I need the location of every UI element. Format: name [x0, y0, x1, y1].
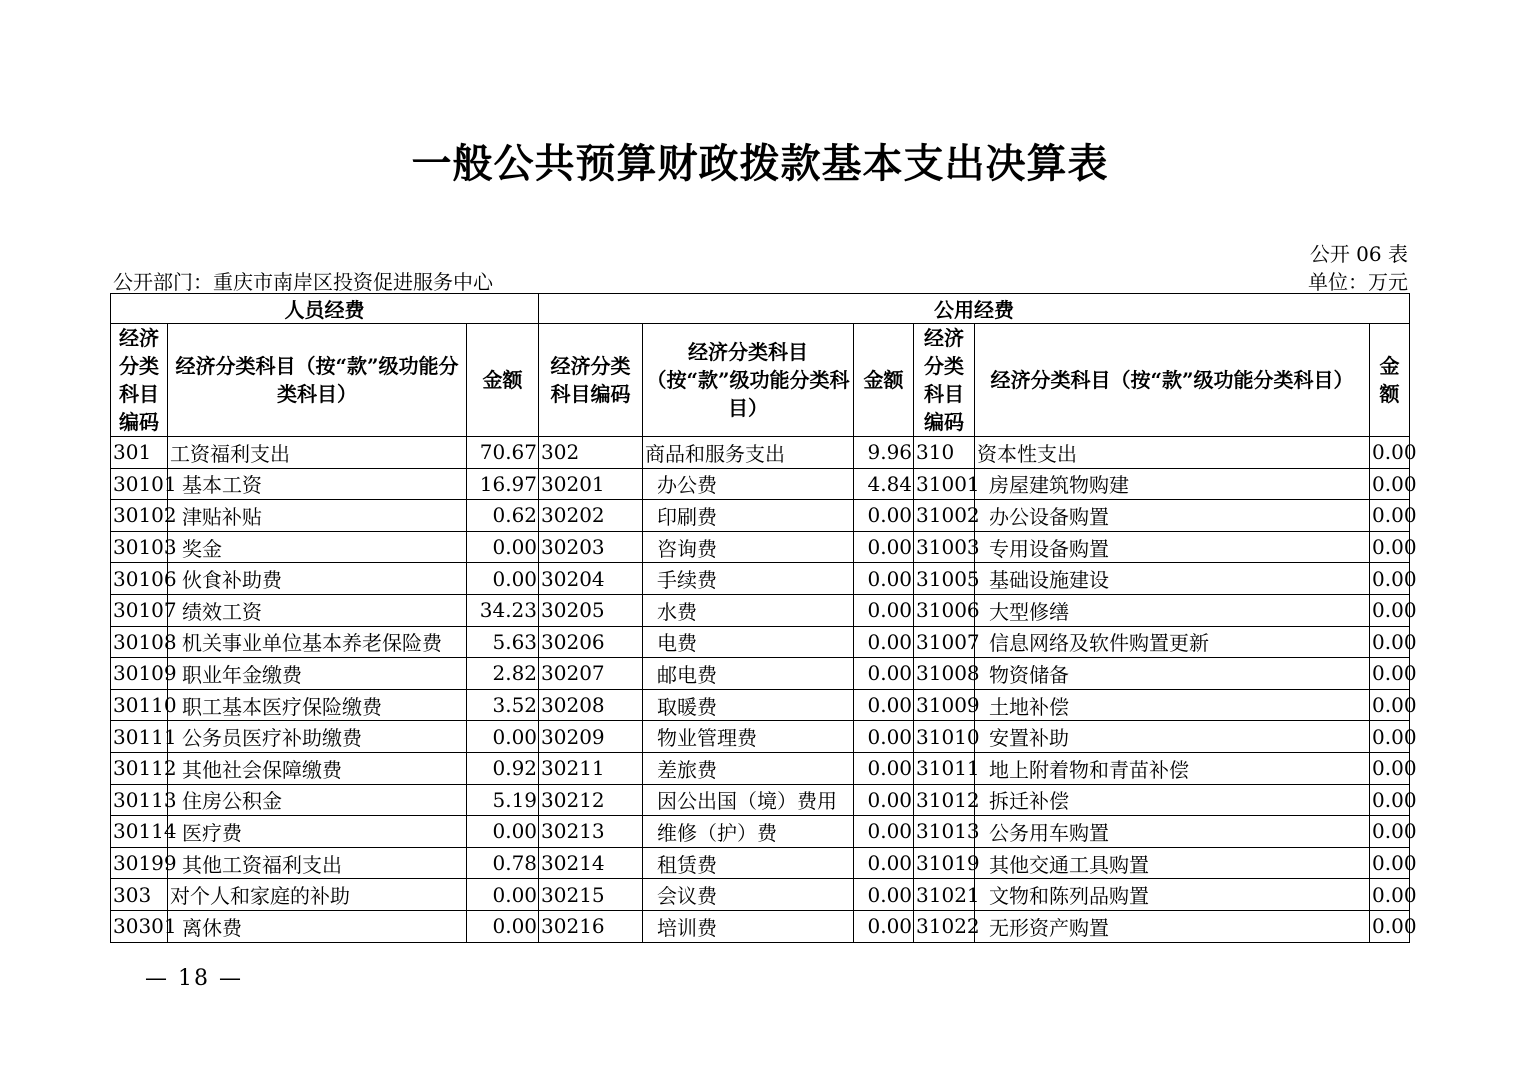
amount-cell: 0.00	[854, 689, 914, 721]
amount-cell: 0.00	[854, 658, 914, 690]
header-name-2: 经济分类科目（按“款”级功能分类科目）	[643, 324, 854, 437]
amount-cell: 0.00	[854, 752, 914, 784]
header-code-2: 经济分类科目编码	[539, 324, 643, 437]
name-cell: 资本性支出	[975, 437, 1370, 469]
amount-cell: 0.62	[467, 500, 539, 532]
name-cell: 办公设备购置	[975, 500, 1370, 532]
name-cell: 基础设施建设	[975, 563, 1370, 595]
name-cell: 工资福利支出	[168, 437, 467, 469]
amount-cell: 0.00	[854, 721, 914, 753]
amount-cell: 0.00	[1370, 784, 1410, 816]
code-cell: 31011	[914, 752, 975, 784]
name-cell: 租赁费	[643, 847, 854, 879]
code-cell: 31009	[914, 689, 975, 721]
name-cell: 文物和陈列品购置	[975, 879, 1370, 911]
code-cell: 31021	[914, 879, 975, 911]
name-cell: 拆迁补偿	[975, 784, 1370, 816]
amount-cell: 0.00	[467, 879, 539, 911]
header-code-1: 经济分类科目编码	[111, 324, 168, 437]
table-row	[111, 847, 1410, 879]
name-cell: 伙食补助费	[168, 563, 467, 595]
code-cell: 30111	[111, 721, 168, 753]
amount-cell: 0.00	[1370, 531, 1410, 563]
code-cell: 30108	[111, 626, 168, 658]
form-number: 公开 06 表	[1309, 242, 1408, 266]
code-cell: 31022	[914, 910, 975, 942]
code-cell: 31010	[914, 721, 975, 753]
name-cell: 咨询费	[643, 531, 854, 563]
department-label: 公开部门：重庆市南岸区投资促进服务中心	[113, 270, 493, 294]
name-cell: 办公费	[643, 468, 854, 500]
code-cell: 30207	[539, 658, 643, 690]
amount-cell: 0.00	[1370, 658, 1410, 690]
name-cell: 电费	[643, 626, 854, 658]
header-name-3: 经济分类科目（按“款”级功能分类科目）	[975, 324, 1370, 437]
table-row	[111, 658, 1410, 690]
header-name-1: 经济分类科目（按“款”级功能分类科目）	[168, 324, 467, 437]
name-cell: 公务用车购置	[975, 816, 1370, 848]
code-cell: 31007	[914, 626, 975, 658]
name-cell: 取暖费	[643, 689, 854, 721]
name-cell: 印刷费	[643, 500, 854, 532]
amount-cell: 0.00	[467, 531, 539, 563]
amount-cell: 0.00	[854, 563, 914, 595]
code-cell: 30110	[111, 689, 168, 721]
name-cell: 物资储备	[975, 658, 1370, 690]
amount-cell: 0.00	[1370, 563, 1410, 595]
name-cell: 机关事业单位基本养老保险费	[168, 626, 467, 658]
name-cell: 大型修缮	[975, 594, 1370, 626]
amount-cell: 5.19	[467, 784, 539, 816]
name-cell: 安置补助	[975, 721, 1370, 753]
table-row	[111, 752, 1410, 784]
table-row	[111, 468, 1410, 500]
amount-cell: 0.00	[467, 563, 539, 595]
header-amount-3: 金额	[1370, 324, 1410, 437]
code-cell: 31008	[914, 658, 975, 690]
code-cell: 301	[111, 437, 168, 469]
amount-cell: 0.00	[854, 816, 914, 848]
column-header-row	[111, 324, 1410, 437]
code-cell: 30113	[111, 784, 168, 816]
code-cell: 30107	[111, 594, 168, 626]
expenditure-table	[110, 293, 1417, 943]
table-body	[111, 437, 1417, 943]
amount-cell: 0.00	[1370, 594, 1410, 626]
name-cell: 住房公积金	[168, 784, 467, 816]
code-cell: 31006	[914, 594, 975, 626]
code-cell: 30109	[111, 658, 168, 690]
name-cell: 信息网络及软件购置更新	[975, 626, 1370, 658]
code-cell: 30204	[539, 563, 643, 595]
amount-cell: 5.63	[467, 626, 539, 658]
amount-cell: 0.00	[854, 784, 914, 816]
code-cell: 30203	[539, 531, 643, 563]
name-cell: 绩效工资	[168, 594, 467, 626]
amount-cell: 0.00	[467, 910, 539, 942]
amount-cell: 9.96	[854, 437, 914, 469]
group-header-row	[111, 294, 1410, 324]
name-cell: 商品和服务支出	[643, 437, 854, 469]
code-cell: 30199	[111, 847, 168, 879]
amount-cell: 0.00	[854, 847, 914, 879]
name-cell: 其他工资福利支出	[168, 847, 467, 879]
amount-cell: 0.00	[467, 816, 539, 848]
code-cell: 30211	[539, 752, 643, 784]
name-cell: 房屋建筑物购建	[975, 468, 1370, 500]
amount-cell: 34.23	[467, 594, 539, 626]
name-cell: 培训费	[643, 910, 854, 942]
code-cell: 310	[914, 437, 975, 469]
table-row	[111, 563, 1410, 595]
code-cell: 302	[539, 437, 643, 469]
code-cell: 30103	[111, 531, 168, 563]
amount-cell: 0.00	[467, 721, 539, 753]
amount-cell: 70.67	[467, 437, 539, 469]
name-cell: 地上附着物和青苗补偿	[975, 752, 1370, 784]
amount-cell: 0.00	[854, 626, 914, 658]
name-cell: 职业年金缴费	[168, 658, 467, 690]
code-cell: 30205	[539, 594, 643, 626]
amount-cell: 0.00	[1370, 721, 1410, 753]
unit-label: 单位：万元	[1308, 270, 1408, 294]
amount-cell: 0.00	[1370, 752, 1410, 784]
table-row	[111, 879, 1410, 911]
code-cell: 31001	[914, 468, 975, 500]
name-cell: 医疗费	[168, 816, 467, 848]
name-cell: 维修（护）费	[643, 816, 854, 848]
table-row	[111, 721, 1410, 753]
name-cell: 无形资产购置	[975, 910, 1370, 942]
table-row	[111, 910, 1410, 942]
code-cell: 30114	[111, 816, 168, 848]
name-cell: 其他社会保障缴费	[168, 752, 467, 784]
name-cell: 津贴补贴	[168, 500, 467, 532]
amount-cell: 4.84	[854, 468, 914, 500]
page-number: — 18 —	[145, 966, 243, 991]
name-cell: 公务员医疗补助缴费	[168, 721, 467, 753]
group-public: 公用经费	[539, 294, 1410, 324]
table-row	[111, 437, 1410, 469]
code-cell: 31003	[914, 531, 975, 563]
name-cell: 手续费	[643, 563, 854, 595]
code-cell: 30214	[539, 847, 643, 879]
code-cell: 303	[111, 879, 168, 911]
name-cell: 基本工资	[168, 468, 467, 500]
code-cell: 30208	[539, 689, 643, 721]
name-cell: 离休费	[168, 910, 467, 942]
table-row	[111, 594, 1410, 626]
code-cell: 30202	[539, 500, 643, 532]
amount-cell: 0.78	[467, 847, 539, 879]
code-cell: 31012	[914, 784, 975, 816]
amount-cell: 0.00	[854, 879, 914, 911]
name-cell: 其他交通工具购置	[975, 847, 1370, 879]
code-cell: 31019	[914, 847, 975, 879]
code-cell: 30106	[111, 563, 168, 595]
code-cell: 30206	[539, 626, 643, 658]
amount-cell: 2.82	[467, 658, 539, 690]
code-cell: 30215	[539, 879, 643, 911]
amount-cell: 0.00	[854, 500, 914, 532]
header-amount-1: 金额	[467, 324, 539, 437]
amount-cell: 0.00	[1370, 816, 1410, 848]
code-cell: 31013	[914, 816, 975, 848]
group-personnel: 人员经费	[111, 294, 539, 324]
code-cell: 30101	[111, 468, 168, 500]
name-cell: 水费	[643, 594, 854, 626]
amount-cell: 0.00	[854, 531, 914, 563]
code-cell: 30112	[111, 752, 168, 784]
table-row	[111, 784, 1410, 816]
table-row	[111, 689, 1410, 721]
amount-cell: 0.92	[467, 752, 539, 784]
code-cell: 30213	[539, 816, 643, 848]
name-cell: 土地补偿	[975, 689, 1370, 721]
amount-cell: 0.00	[854, 594, 914, 626]
code-cell: 30212	[539, 784, 643, 816]
amount-cell: 0.00	[1370, 626, 1410, 658]
code-cell: 30209	[539, 721, 643, 753]
name-cell: 对个人和家庭的补助	[168, 879, 467, 911]
name-cell: 职工基本医疗保险缴费	[168, 689, 467, 721]
name-cell: 物业管理费	[643, 721, 854, 753]
page-title: 一般公共预算财政拨款基本支出决算表	[411, 140, 1109, 187]
name-cell: 差旅费	[643, 752, 854, 784]
name-cell: 会议费	[643, 879, 854, 911]
amount-cell: 0.00	[1370, 437, 1410, 469]
header-amount-2: 金额	[854, 324, 914, 437]
name-cell: 奖金	[168, 531, 467, 563]
table-row	[111, 531, 1410, 563]
code-cell: 30216	[539, 910, 643, 942]
header-code-3: 经济分类科目编码	[914, 324, 975, 437]
amount-cell: 0.00	[1370, 500, 1410, 532]
code-cell: 31002	[914, 500, 975, 532]
code-cell: 31005	[914, 563, 975, 595]
name-cell: 专用设备购置	[975, 531, 1370, 563]
amount-cell: 0.00	[854, 910, 914, 942]
table-row	[111, 500, 1410, 532]
amount-cell: 0.00	[1370, 879, 1410, 911]
amount-cell: 0.00	[1370, 468, 1410, 500]
amount-cell: 0.00	[1370, 689, 1410, 721]
amount-cell: 16.97	[467, 468, 539, 500]
table-row	[111, 816, 1410, 848]
code-cell: 30102	[111, 500, 168, 532]
amount-cell: 0.00	[1370, 910, 1410, 942]
name-cell: 邮电费	[643, 658, 854, 690]
table-row	[111, 626, 1410, 658]
code-cell: 30301	[111, 910, 168, 942]
code-cell: 30201	[539, 468, 643, 500]
amount-cell: 0.00	[1370, 847, 1410, 879]
name-cell: 因公出国（境）费用	[643, 784, 854, 816]
amount-cell: 3.52	[467, 689, 539, 721]
